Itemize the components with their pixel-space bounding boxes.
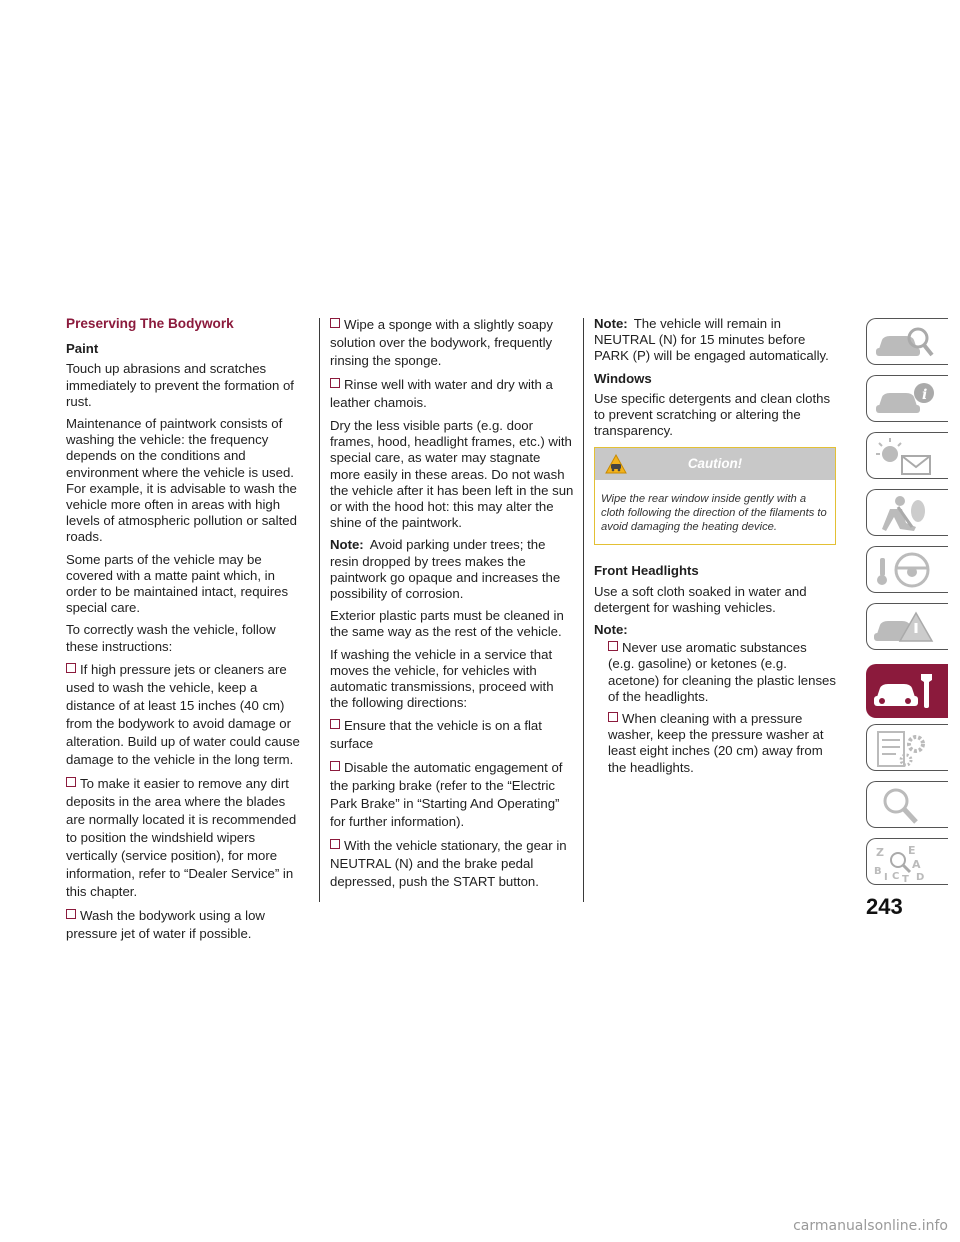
column-2 (330, 316, 574, 897)
paragraph: Dry the less visible parts (e.g. door frames, hood, headlight frames, etc.) with special care, as water may stagnate more easily in these areas. Do not wash the vehicle after it has been left in the sun or with the hood hot: this may alter the shine of the paintwork. (330, 418, 574, 531)
paragraph: Use a soft cloth soaked in water and detergent for washing vehicles. (594, 583, 807, 615)
list-item (330, 837, 574, 891)
list-item (66, 775, 306, 901)
note (594, 316, 836, 365)
caution-title: Caution! (687, 456, 743, 472)
tab-search[interactable] (866, 781, 948, 828)
car-info-icon (872, 379, 938, 419)
column-divider (583, 318, 584, 902)
list-item-text: When cleaning with a pressure washer, keep the pressure washer at least eight inches (20 cm) away from the headlights. (608, 711, 824, 775)
safety-airbag-icon (872, 493, 938, 533)
list-item-text: Wipe a sponge with a slightly soapy solution over the bodywork, frequently rinsing the sponge. (330, 317, 553, 368)
paragraph: Touch up abrasions and scratches immediately to prevent the formation of rust. (66, 361, 294, 409)
list-item-text: With the vehicle stationary, the gear in NEUTRAL (N) and the brake pedal depressed, push the START button. (330, 838, 567, 890)
checkbox-bullet-icon (330, 839, 340, 849)
list-item (330, 759, 574, 831)
paragraph: Some parts of the vehicle may be covered with a matte paint which, in order to be maintained intact, requires special care. (66, 551, 289, 616)
car-emergency-icon (872, 607, 938, 647)
tab-emergency[interactable] (866, 603, 948, 650)
list-item (608, 711, 836, 776)
svg-text:Z: Z (876, 846, 884, 859)
checkbox-bullet-icon (608, 712, 618, 722)
paint-heading: Paint (66, 341, 99, 357)
windows-heading: Windows (594, 370, 652, 386)
list-item-text: Wash the bodywork using a low pressure jet of water if possible. (66, 907, 265, 941)
warning-lights-icon (872, 436, 938, 476)
column-1 (66, 316, 306, 949)
paragraph: Exterior plastic parts must be cleaned in the same way as the rest of the vehicle. (330, 608, 564, 640)
checkbox-bullet-icon (608, 641, 618, 651)
caution-box (594, 447, 836, 545)
tab-car-info[interactable] (866, 375, 948, 422)
tab-technical-specifications[interactable] (866, 724, 948, 771)
caution-header (595, 448, 835, 480)
headlights-heading: Front Headlights (594, 563, 699, 579)
note (330, 537, 574, 602)
tab-starting-operating[interactable] (866, 546, 948, 593)
watermark: carmanualsonline.info (793, 1218, 948, 1234)
svg-text:i: i (922, 387, 928, 403)
warning-triangle-icon (605, 454, 627, 486)
paragraph: If washing the vehicle in a service that moves the vehicle, for vehicles with automatic transmissions, proceed with the following directions: (330, 646, 554, 711)
steering-wheel-icon (872, 550, 938, 590)
list-item-text: Disable the automatic engagement of the parking brake (refer to the “Electric Park Brake” in “Starting And Operating” for further information). (330, 760, 563, 830)
svg-text:T: T (902, 874, 909, 882)
tab-safety[interactable] (866, 489, 948, 536)
paragraph: Maintenance of paintwork consists of washing the vehicle: the frequency depends on the conditions and environment where the vehicle is used. For example, it is advisable to wash the vehicle more often in areas with high levels of atmospheric pollution or salted roads. (66, 416, 297, 545)
svg-text:E: E (908, 844, 916, 857)
checkbox-bullet-icon (330, 761, 340, 771)
svg-text:D: D (916, 872, 925, 882)
checkbox-bullet-icon (330, 318, 340, 328)
checkbox-bullet-icon (330, 378, 340, 388)
alphabetical-index-icon (872, 842, 938, 882)
checkbox-bullet-icon (330, 719, 340, 729)
list-item (66, 907, 306, 943)
note-label: Note: (594, 316, 628, 331)
section-title: Preserving The Bodywork (66, 316, 234, 331)
checkbox-bullet-icon (66, 909, 76, 919)
note-label: Note: (594, 622, 628, 638)
tab-servicing-maintenance[interactable] (866, 664, 948, 718)
svg-text:B: B (874, 866, 882, 877)
list-item (608, 640, 836, 705)
page-number: 243 (866, 894, 903, 919)
list-item (66, 661, 306, 769)
list-item-text: Never use aromatic substances (e.g. gasoline) or ketones (e.g. acetone) for cleaning the plastic lenses of the headlights. (608, 640, 836, 704)
paragraph: Use specific detergents and clean cloths to prevent scratching or altering the transparency. (594, 390, 831, 439)
car-search-icon (872, 322, 938, 362)
tab-car-search[interactable] (866, 318, 948, 365)
search-icon (872, 785, 938, 825)
tab-index[interactable] (866, 838, 948, 885)
list-item (330, 316, 574, 370)
list-item-text: Ensure that the vehicle is on a flat surface (330, 718, 542, 752)
list-item-text: To make it easier to remove any dirt deposits in the area where the blades are normally located it is recommended to position the windshield wipers vertically (service position), for more information, refer to “Dealer Service” in this chapter. (66, 775, 297, 899)
column-divider (319, 318, 320, 902)
note-text: The vehicle will remain in NEUTRAL (N) for 15 minutes before PARK (P) will be engaged automatically. (594, 316, 829, 364)
paragraph: To correctly wash the vehicle, follow these instructions: (66, 622, 276, 654)
svg-text:I: I (884, 872, 888, 882)
checkbox-bullet-icon (66, 663, 76, 673)
note-text: Avoid parking under trees; the resin dropped by trees makes the paintwork go opaque and increases the possibility of corrosion. (330, 537, 561, 602)
column-3 (594, 316, 836, 782)
svg-text:C: C (892, 871, 900, 882)
car-maintenance-icon (872, 668, 938, 714)
list-item-text: If high pressure jets or cleaners are used to wash the vehicle, keep a distance of at least 15 inches (40 cm) from the bodywork to avoid damage or alteration. Build up of water could cause damage to the vehicle in the long term. (66, 661, 300, 767)
tab-warning-lights[interactable] (866, 432, 948, 479)
list-item (330, 717, 574, 753)
checkbox-bullet-icon (66, 777, 76, 787)
caution-text: Wipe the rear window inside gently with a cloth following the direction of the filaments to avoid damaging the heating device. (601, 493, 827, 534)
list-item-text: Rinse well with water and dry with a leather chamois. (330, 377, 553, 410)
technical-specs-icon (872, 728, 938, 768)
svg-text:A: A (912, 858, 921, 871)
list-item (330, 376, 574, 412)
note-label: Note: (330, 537, 364, 553)
